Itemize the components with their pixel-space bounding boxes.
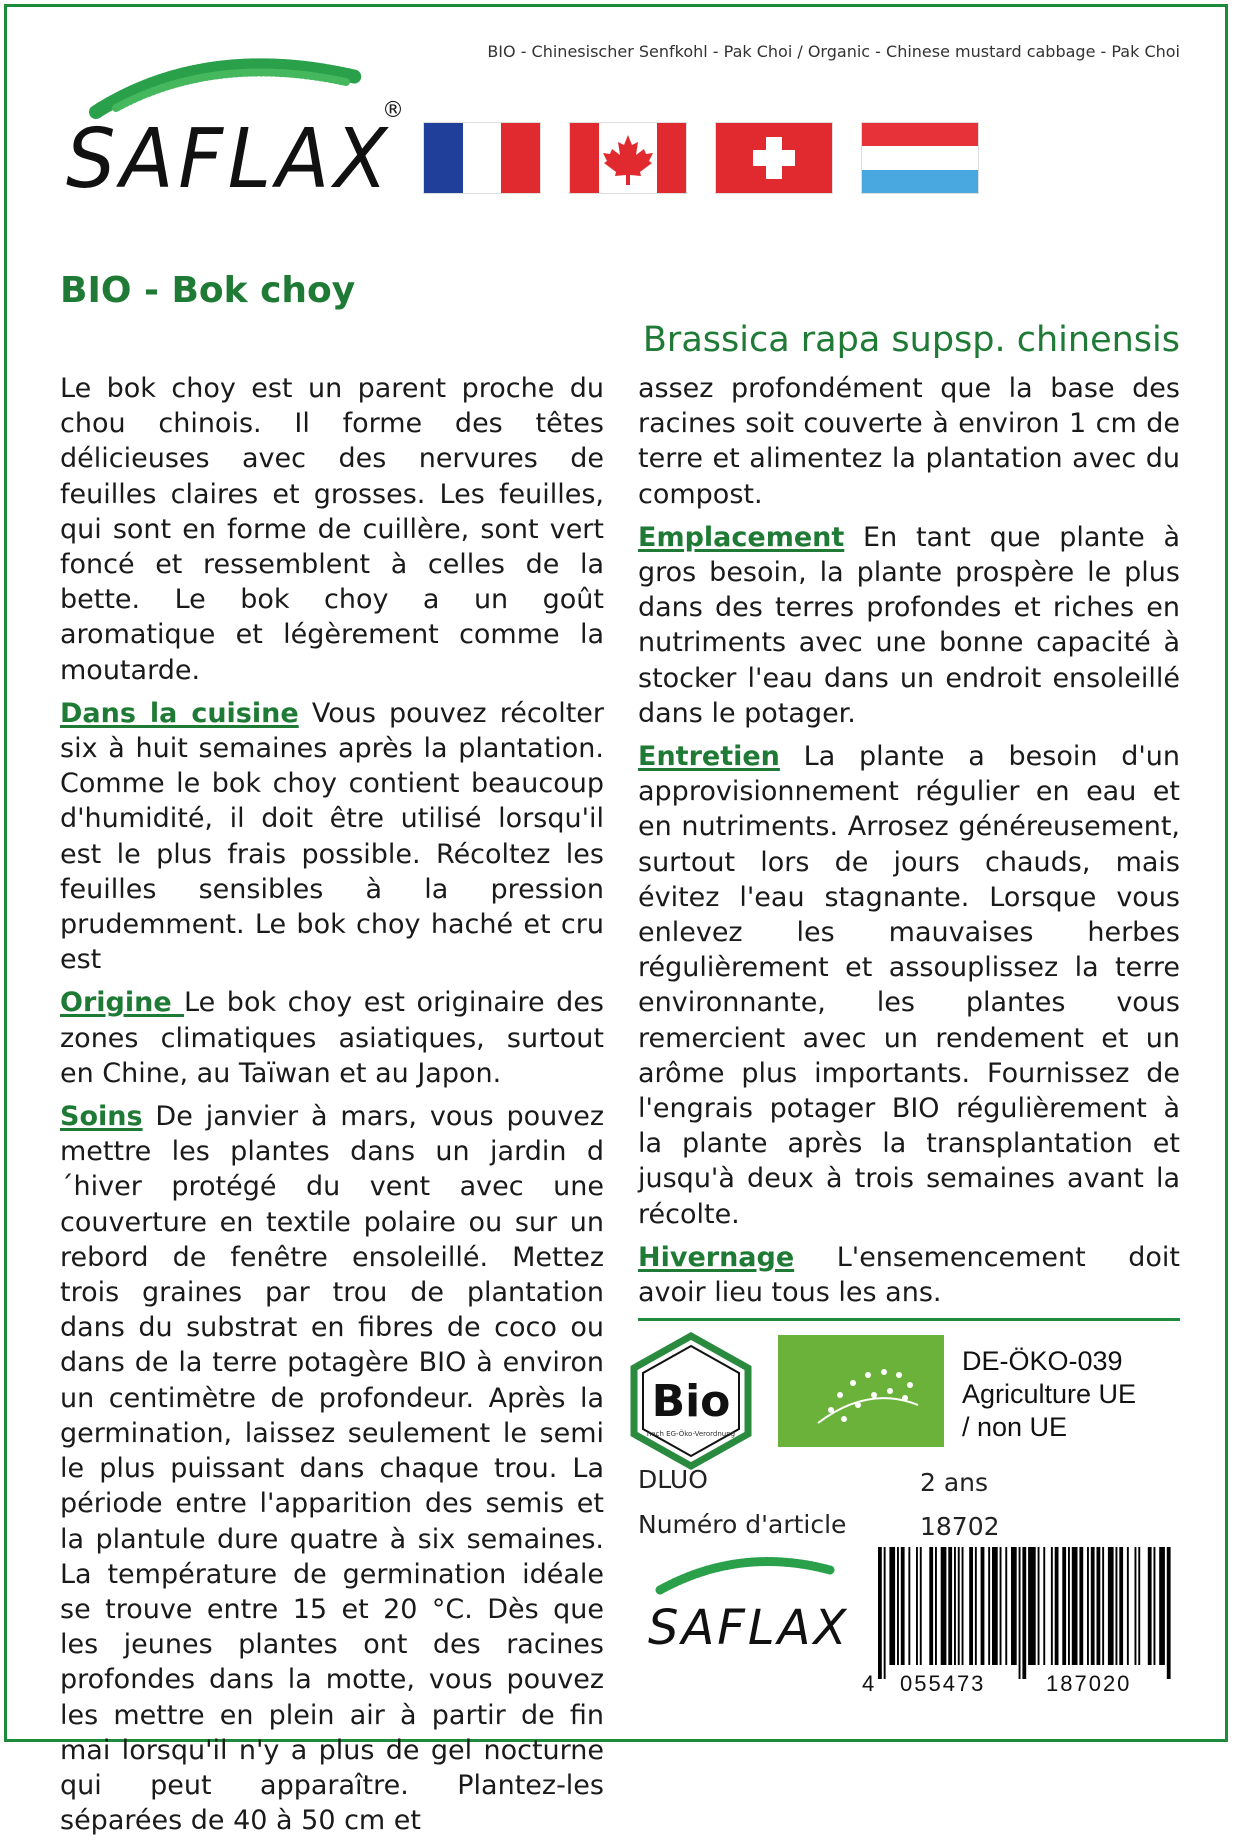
barcode-bar (1116, 1547, 1118, 1665)
barcode-bar (992, 1547, 998, 1665)
hivernage-section (638, 1240, 1180, 1310)
barcode-bar (1108, 1547, 1114, 1665)
barcode-bar (1159, 1547, 1165, 1665)
intro-paragraph: Le bok choy est un parent proche du chou chinois. Il forme des têtes délicieuses avec des nervures de feuilles claires et grosses. Les feuilles, qui sont en forme de cuillère, sont vert foncé et ressemblent à celles de la bette. Le bok choy a un goût aromatique et légèrement comme la moutarde. (60, 373, 604, 686)
barcode-bar (1011, 1547, 1017, 1665)
barcode-bar (962, 1547, 964, 1665)
barcode-bar (1087, 1547, 1089, 1665)
barcode-bar (1062, 1547, 1066, 1665)
soins-text: De janvier à mars, vous pouvez mettre les plantes dans un jardin d´hiver protégé du vent avec une couverture en textile polaire ou sur un rebord de fenêtre ensoleillé. Mettez trois graines par trou de plantation dans du substrat en fibres de coco ou dans de la terre potagère BIO à environ un centimètre de profondeur. Après la germination, laissez seulement le semi le plus puissant dans chaque trou. La période entre l'apparition des semis et la plantule dure quatre à six semaines. La température de germination idéale se trouve entre 15 et 20 °C. Dès que les jeunes plantes ont des racines profondes dans la motte, vous pouvez les mettre en plein air à partir de fin mai lorsqu'il n'y a plus de gel nocturne qui peut apparaître. Plantez-les séparées de 40 à 50 cm et (60, 1101, 604, 1837)
barcode-bar (1097, 1547, 1101, 1665)
cuisine-section (60, 696, 604, 978)
dluo-value: 2 ans (920, 1468, 989, 1497)
entretien-heading: Entretien (638, 741, 780, 773)
barcode-bar (975, 1547, 977, 1665)
barcode-bar (1022, 1547, 1026, 1679)
barcode-bar (1055, 1547, 1059, 1665)
barcode-bar (1167, 1547, 1171, 1679)
saflax-logo (56, 42, 416, 212)
eu-organic-leaf-icon (778, 1335, 944, 1447)
france-flag-icon (424, 123, 540, 193)
certification-info (962, 1345, 1136, 1444)
barcode-bar (916, 1547, 918, 1665)
barcode-bar (1148, 1547, 1152, 1665)
entretien-text: La plante a besoin d'un approvisionnement régulier en eau et en nutriments. Arrosez généreusement, surtout lors de jours chauds, mais évitez l'eau stagnante. Lorsque vous enlevez les mauvaises herbes régulièrement et assouplissez la terre environnante, les plantes vous remercient avec un rendement et un arôme plus importants. Fournissez de l'engrais potager BIO régulièrement à la plante après la transplantation et jusqu'à deux à trois semaines avant la récolte. (638, 741, 1180, 1230)
barcode-bar (1072, 1547, 1078, 1665)
barcode-bar (889, 1547, 895, 1665)
barcode-bar (1019, 1547, 1021, 1679)
ean-barcode (858, 1547, 1180, 1695)
barcode-bar (941, 1547, 947, 1665)
emplacement-section (638, 520, 1180, 731)
emplacement-text: En tant que plante à gros besoin, la plante prospère le plus dans des terres profondes et riches en nutriments avec une bonne capacité à stocker l'eau dans un endroit ensoleillé dans le potager. (638, 521, 1180, 729)
barcode-bar (1028, 1547, 1036, 1665)
barcode-bar (935, 1547, 937, 1665)
barcode-bar (1138, 1547, 1140, 1665)
barcode-bar (1135, 1547, 1137, 1665)
logo-small-wordmark: SAFLAX (648, 1600, 850, 1656)
separator-line (638, 1318, 1180, 1321)
registered-mark: ® (382, 98, 404, 123)
canada-flag-icon (570, 123, 686, 193)
soins-heading: Soins (60, 1101, 143, 1133)
barcode-bar (884, 1547, 886, 1679)
bio-seal-subtext: nach EG-Öko-Verordnung (646, 1430, 736, 1438)
cuisine-heading: Dans la cuisine (60, 697, 299, 729)
switzerland-flag-icon (716, 123, 832, 193)
barcode-bar (981, 1547, 985, 1665)
bio-seal-text: Bio (651, 1376, 731, 1427)
barcode-bar (988, 1547, 990, 1665)
entretien-section (638, 739, 1180, 1232)
barcode-bar (1038, 1547, 1040, 1665)
barcode-bar (954, 1547, 956, 1665)
cuisine-text: Vous pouvez récolter six à huit semaines après la plantation. Comme le bok choy contient beaucoup d'humidité, il doit être utilisé lorsqu'il est le plus frais possible. Récoltez les feuilles sensibles à la pression prudemment. Le bok choy haché et cru est (60, 697, 604, 976)
barcode-bar (908, 1547, 910, 1665)
barcode-bar (897, 1547, 899, 1665)
barcode-bar (1005, 1547, 1007, 1665)
dluo-label: DLUO (638, 1465, 708, 1494)
flags-row (424, 123, 978, 193)
hivernage-text: L'ensemencement doit avoir lieu tous les ans. (638, 1241, 1180, 1309)
agriculture-line-2: / non UE (962, 1412, 1068, 1442)
eco-code: DE-ÖKO-039 (962, 1346, 1123, 1376)
left-column (60, 371, 604, 1846)
barcode-bar (1051, 1547, 1053, 1665)
barcode-digits: 055473 (900, 1671, 986, 1695)
barcode-bar (1102, 1547, 1104, 1665)
barcode-bar (1068, 1547, 1070, 1665)
article-value: 18702 (920, 1512, 1000, 1541)
barcode-bar (1043, 1547, 1045, 1665)
barcode-bar (1000, 1547, 1002, 1665)
emplacement-heading: Emplacement (638, 521, 845, 553)
barcode-bar (958, 1547, 960, 1665)
barcode-bar (969, 1547, 973, 1665)
barcode-bar (948, 1547, 952, 1665)
barcode-bar (920, 1547, 922, 1665)
origine-heading: Origine (60, 987, 185, 1019)
origine-section (60, 985, 604, 1091)
barcode-bar (1127, 1547, 1129, 1665)
hivernage-heading: Hivernage (638, 1241, 795, 1273)
agriculture-line-1: Agriculture UE (962, 1379, 1137, 1409)
bio-seal-icon (620, 1330, 762, 1472)
barcode-bar (929, 1547, 933, 1665)
barcode-digits: 4 (862, 1671, 877, 1695)
barcode-bar (878, 1547, 882, 1679)
continued-paragraph: assez profondément que la base des racines soit couverte à environ 1 cm de terre et alimentez la plantation avec du compost. (638, 373, 1180, 510)
luxembourg-flag-icon (862, 123, 978, 193)
barcode-bar (1091, 1547, 1095, 1665)
right-column (638, 371, 1180, 1318)
product-title: BIO - Bok choy (60, 270, 356, 311)
article-label: Numéro d'article (638, 1510, 847, 1539)
barcode-bar (1154, 1547, 1156, 1665)
origine-text: Le bok choy est originaire des zones climatiques asiatiques, surtout en Chine, au Taïwan et au Japon. (60, 987, 604, 1089)
saflax-logo-small (640, 1548, 860, 1658)
barcode-bar (1119, 1547, 1123, 1665)
barcode-bar (901, 1547, 905, 1665)
latin-name: Brassica rapa supsp. chinensis (642, 320, 1180, 360)
soins-section (60, 1099, 604, 1838)
logo-wordmark: SAFLAX (66, 112, 393, 207)
header-subtitle: BIO - Chinesischer Senfkohl - Pak Choi / Organic - Chinese mustard cabbage - Pak Choi (487, 42, 1180, 61)
barcode-bar (1079, 1547, 1083, 1665)
barcode-digits: 187020 (1046, 1671, 1132, 1695)
